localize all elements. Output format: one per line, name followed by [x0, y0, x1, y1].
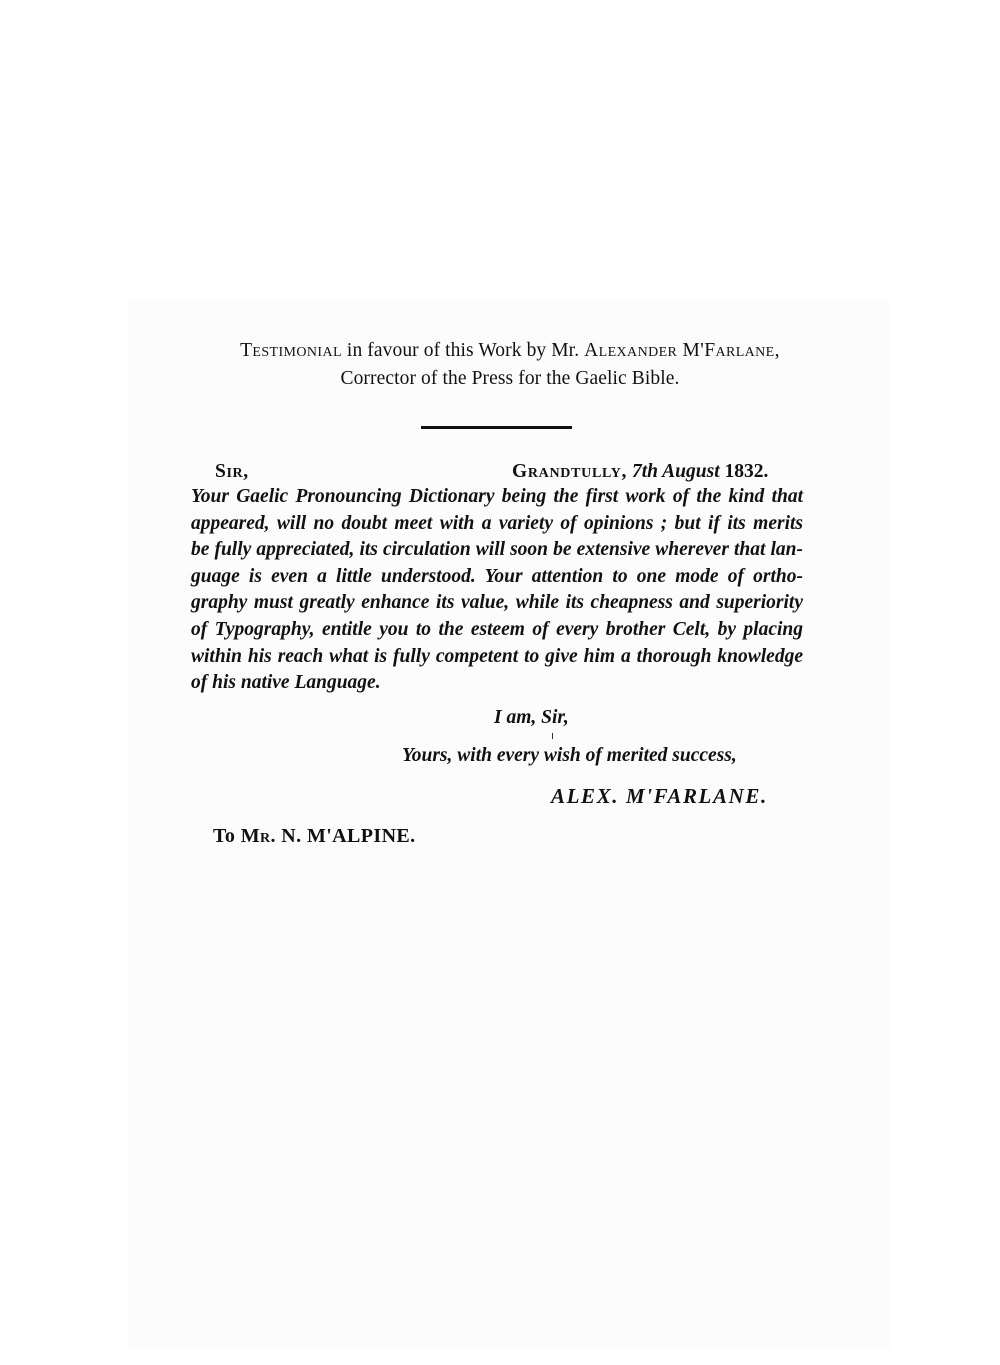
letter-body: [191, 484, 803, 697]
separator-rule: [421, 426, 572, 429]
letter-body-line: Your Gaelic Pronouncing Dictionary being the first work of the kind that: [191, 486, 803, 507]
letter-body-line: within his reach what is fully competent to give him a thorough knowledge: [191, 645, 803, 667]
letter-signature: ALEX. M'FARLANE.: [551, 784, 768, 808]
letter-body-line: guage is even a little understood. Your attention to one mode of ortho-: [191, 565, 803, 587]
heading-testimonial-word: Testimonial: [240, 340, 342, 361]
letter-dateline: [512, 461, 768, 483]
heading-connector-text: in favour of this Work by Mr.: [341, 340, 585, 361]
heading-author-name: Alexander M'Farlane,: [584, 340, 780, 361]
letter-closing-wish: Yours, with every wish of merited success,: [402, 745, 737, 766]
letter-addressee: [213, 825, 416, 848]
print-mark: [552, 733, 553, 739]
heading-line-2: Corrector of the Press for the Gaelic Bible.: [340, 368, 680, 389]
letter-body-line: graphy must greatly enhance its value, while its cheapness and superiority: [191, 592, 803, 614]
dateline-place: Grandtully,: [512, 461, 628, 482]
letter-body-line: appeared, will no doubt meet with a variety of opinions ; but if its merits: [191, 512, 803, 534]
letter-body-line: of his native Language.: [191, 672, 381, 694]
dateline-date: 7th August: [632, 461, 720, 482]
addressee-name: N. M'ALPINE.: [275, 825, 416, 847]
letter-closing-greeting: I am, Sir,: [494, 707, 569, 728]
addressee-prefix: To: [213, 825, 241, 847]
heading-line-1: [180, 337, 840, 365]
letter-body-line: of Typography, entitle you to the esteem of every brother Celt, by placing: [191, 618, 803, 640]
testimonial-heading: [180, 337, 840, 393]
letter-body-line: be fully appreciated, its circulation will soon be extensive wherever that lan-: [191, 539, 803, 561]
letter-salutation: Sir,: [215, 461, 249, 482]
dateline-year: 1832.: [724, 461, 769, 482]
addressee-title: Mr.: [240, 825, 276, 847]
